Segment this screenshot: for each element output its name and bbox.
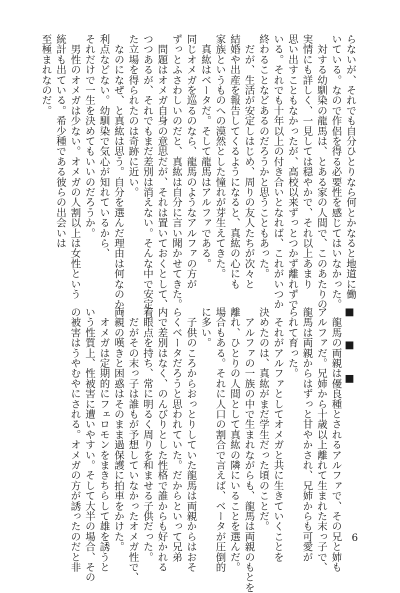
- text-line: 男性のオメガは少ない。オメガの人割以上は女性という: [68, 34, 80, 300]
- body-text-lower: [66, 307, 356, 593]
- text-line: いう性質上、性被害に遭いやすい。そして大半の場合、その: [83, 307, 94, 583]
- page-number: 6: [351, 533, 358, 544]
- text-line: の被害はうやむやにされる。オメガの方が誘ったのだと非: [68, 307, 80, 573]
- text-line: アルファだ。兄姉から十歳以上離れて生まれた末っ子で、: [315, 307, 326, 573]
- text-line: なのになぜ、と真紘は思う。自分を選んだ理由は何なのか。: [112, 34, 123, 320]
- text-line: 思い出すこともなかったが、高校以来ずっとつかず離れずで: [286, 34, 297, 310]
- text-line: に多い。: [199, 307, 210, 348]
- text-line: いる。それでも十年以上の付き合いとなれば、これがいつか: [271, 34, 283, 310]
- text-line: アルファの一族の中で生まれながらも、龍馬は両親のもとを: [242, 307, 254, 593]
- text-line: られて育った。: [286, 307, 297, 379]
- text-line: つつあるが、それでもまだ差別は消えない。そんな中で安定し: [141, 34, 152, 320]
- text-line: 両親の嘆きと困惑はそのまま過保護に拍車をかけた。: [112, 307, 123, 552]
- text-line: 内で差別はなく、のんびりとした性格で誰からも好かれる: [155, 307, 167, 573]
- text-line: それだけで一生を決めてもいいのだろうか。: [83, 34, 94, 238]
- text-line: 場合もある。それに人口の割合で言えば、ベータが圧倒的: [213, 307, 225, 573]
- text-line: 家族というものへの漠然とした憧れが芽生えてきた。: [213, 34, 225, 279]
- text-line: 利点などない。幼馴染で気心が知れているから、: [97, 34, 109, 259]
- text-line: 龍馬の両親は優良種とされるアルファで、その兄と姉も: [329, 307, 341, 573]
- text-line: 統計も出ている。希少種である彼らの出会いは: [54, 34, 65, 249]
- text-line: 至極まれなのだ。: [39, 34, 51, 116]
- text-line: 結婚や出産を報告してくるようになると、真紘の心にも: [228, 34, 239, 289]
- text-line: オメガは定期的にフェロモンをまきちらして雄を誘うと: [97, 307, 109, 573]
- text-line: 問題はオメガ自身の意思だが、それは置いておくとして、: [155, 34, 167, 310]
- text-line: いている。なので作侶を得る必要性を感じてはいなかった。: [329, 34, 341, 310]
- text-line: 同じオメガを巡るのなら、龍馬のようなアルファの方が: [184, 34, 196, 289]
- text-line: 子供のころからおっとりしていた龍馬は両親からはおそ: [184, 307, 196, 573]
- text-line: 対する幼馴染の龍馬は、とある家の人間で、このあたりの: [315, 34, 326, 310]
- text-line: 離れ、ひとりの人間として真紘の隣にいることを選んだ。: [228, 307, 239, 573]
- text-line: それがアルファとしてオメガと共に生きていくことを: [271, 307, 283, 562]
- body-text-upper: [37, 34, 356, 320]
- text-line: 終わることなどあるのだろうかと思うこともあった。: [257, 34, 268, 279]
- text-line: らないが、それでも自分ひとりなら何とかなると地道に働: [344, 34, 355, 300]
- text-line: 龍馬は両親からはずっと甘やかされ、兄姉からも可愛が: [300, 307, 312, 562]
- text-line: だがその末っ子は誰もが予想していなかったオメガ性で、: [126, 307, 138, 583]
- text-line: ずっとふさわしいのだと、真紘は自分に言い聞かせてきた。: [170, 34, 181, 310]
- text-line: 決めたのは、真紘がまだ学生だった頃のことだ。: [257, 307, 268, 532]
- text-line: 真紘はベータだ。そして龍馬はアルファである。: [199, 34, 210, 269]
- text-line: た立場を得られたのは奇跡に近い。: [126, 34, 138, 198]
- text-line: だが、生活が安定しはじめ、周りの友人たちが次々と: [242, 34, 254, 289]
- section-break-marks: ■ ■ ■: [344, 307, 355, 391]
- text-line: 実情にも詳しく、一見しては穏やかで、それ以上あまり: [300, 34, 312, 289]
- text-line: らくベータだろうと思われていた。だからといって兄弟: [170, 307, 181, 562]
- text-line: 着眼点を持ち、常に明るく周りを和ませる子供だった。: [141, 307, 152, 562]
